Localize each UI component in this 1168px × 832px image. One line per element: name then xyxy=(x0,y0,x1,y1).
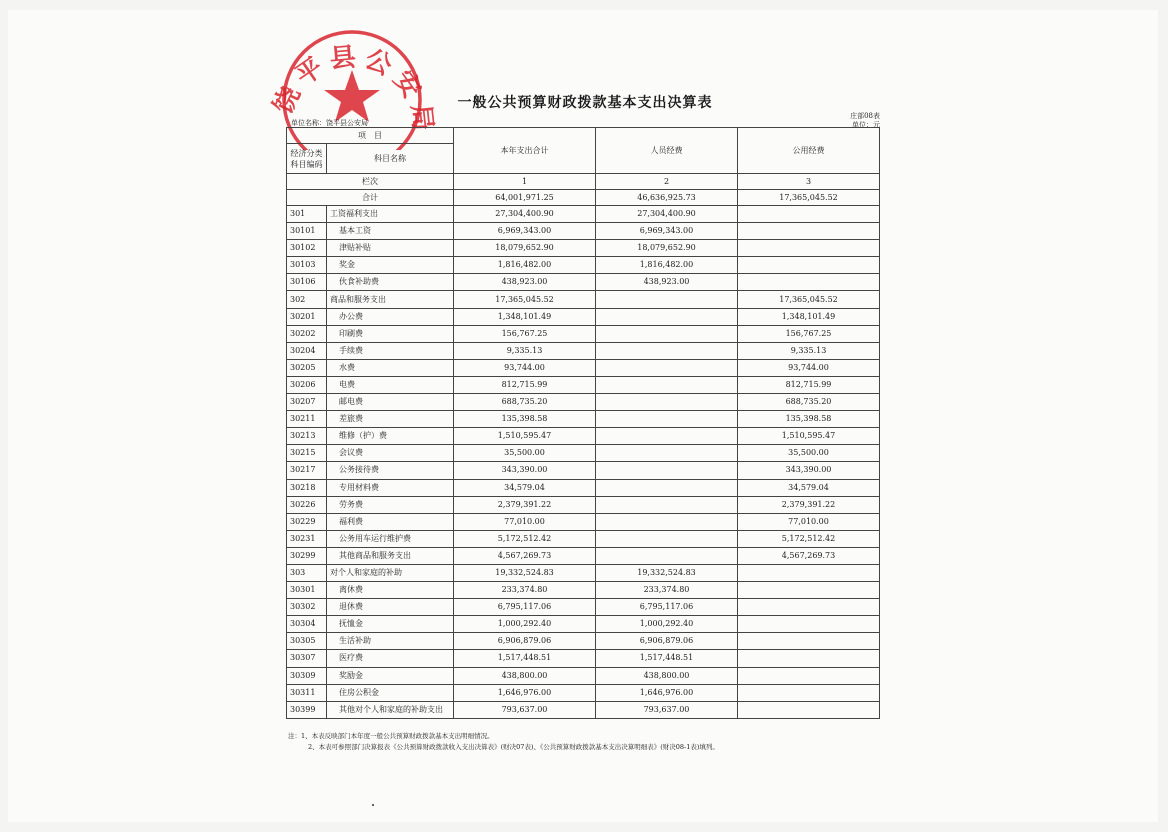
row-total: 34,579.04 xyxy=(454,479,596,496)
row-personnel: 1,000,292.40 xyxy=(596,616,738,633)
row-total: 2,379,391.22 xyxy=(454,496,596,513)
row-name: 印刷费 xyxy=(327,325,454,342)
table-row xyxy=(287,496,880,513)
header-public: 公用经费 xyxy=(738,128,880,174)
row-public xyxy=(738,633,880,650)
header-row-project xyxy=(287,128,880,144)
table-row xyxy=(287,701,880,718)
row-personnel: 19,332,524.83 xyxy=(596,564,738,581)
row-personnel xyxy=(596,308,738,325)
row-personnel xyxy=(596,513,738,530)
table-row xyxy=(287,223,880,240)
row-code: 303 xyxy=(287,564,327,581)
row-code: 30213 xyxy=(287,428,327,445)
row-personnel xyxy=(596,428,738,445)
row-code: 30304 xyxy=(287,616,327,633)
row-name: 邮电费 xyxy=(327,394,454,411)
currency-unit: 单位：元 xyxy=(852,121,880,129)
row-code: 30202 xyxy=(287,325,327,342)
total-personnel: 46,636,925.73 xyxy=(596,190,738,206)
row-public xyxy=(738,564,880,581)
row-name: 伙食补助费 xyxy=(327,274,454,291)
row-total: 6,795,117.06 xyxy=(454,599,596,616)
table-row xyxy=(287,582,880,599)
row-personnel: 18,079,652.90 xyxy=(596,240,738,257)
row-total: 1,510,595.47 xyxy=(454,428,596,445)
row-personnel: 1,816,482.00 xyxy=(596,257,738,274)
row-total: 17,365,045.52 xyxy=(454,291,596,308)
header-project: 项 目 xyxy=(287,128,454,144)
row-name: 劳务费 xyxy=(327,496,454,513)
row-code: 302 xyxy=(287,291,327,308)
table-row xyxy=(287,633,880,650)
row-code: 30102 xyxy=(287,240,327,257)
row-personnel xyxy=(596,462,738,479)
table-row xyxy=(287,206,880,223)
row-public: 34,579.04 xyxy=(738,479,880,496)
row-name: 离休费 xyxy=(327,582,454,599)
row-total: 156,767.25 xyxy=(454,325,596,342)
row-public xyxy=(738,206,880,223)
row-total: 4,567,269.73 xyxy=(454,547,596,564)
table-row xyxy=(287,291,880,308)
column-index-2: 2 xyxy=(596,174,738,190)
row-public xyxy=(738,616,880,633)
footnotes xyxy=(288,731,719,753)
row-name: 电费 xyxy=(327,376,454,393)
row-name: 办公费 xyxy=(327,308,454,325)
row-personnel: 1,517,448.51 xyxy=(596,650,738,667)
row-code: 30305 xyxy=(287,633,327,650)
row-public xyxy=(738,599,880,616)
row-code: 30205 xyxy=(287,359,327,376)
column-index-3: 3 xyxy=(738,174,880,190)
expenditure-table xyxy=(286,127,880,719)
row-personnel: 438,923.00 xyxy=(596,274,738,291)
table-row xyxy=(287,616,880,633)
row-personnel: 6,906,879.06 xyxy=(596,633,738,650)
row-public: 156,767.25 xyxy=(738,325,880,342)
row-code: 30211 xyxy=(287,411,327,428)
table-row xyxy=(287,325,880,342)
table-row xyxy=(287,274,880,291)
row-code: 30101 xyxy=(287,223,327,240)
row-name: 会议费 xyxy=(327,445,454,462)
row-personnel xyxy=(596,479,738,496)
row-public xyxy=(738,240,880,257)
row-name: 抚恤金 xyxy=(327,616,454,633)
row-name: 其他商品和服务支出 xyxy=(327,547,454,564)
row-public: 135,398.58 xyxy=(738,411,880,428)
row-public xyxy=(738,701,880,718)
table-row xyxy=(287,342,880,359)
row-name: 专用材料费 xyxy=(327,479,454,496)
scan-speck xyxy=(372,804,374,806)
table-row xyxy=(287,257,880,274)
row-total: 9,335.13 xyxy=(454,342,596,359)
row-code: 30231 xyxy=(287,530,327,547)
row-public: 17,365,045.52 xyxy=(738,291,880,308)
row-personnel: 793,637.00 xyxy=(596,701,738,718)
row-public xyxy=(738,684,880,701)
row-name: 奖金 xyxy=(327,257,454,274)
total-label: 合计 xyxy=(287,190,454,206)
row-code: 301 xyxy=(287,206,327,223)
row-code: 30301 xyxy=(287,582,327,599)
row-code: 30206 xyxy=(287,376,327,393)
header-personnel: 人员经费 xyxy=(596,128,738,174)
table-row xyxy=(287,530,880,547)
row-personnel: 1,646,976.00 xyxy=(596,684,738,701)
row-code: 30103 xyxy=(287,257,327,274)
row-personnel xyxy=(596,547,738,564)
row-code: 30207 xyxy=(287,394,327,411)
row-code: 30204 xyxy=(287,342,327,359)
row-code: 30311 xyxy=(287,684,327,701)
row-name: 水费 xyxy=(327,359,454,376)
row-code: 30201 xyxy=(287,308,327,325)
row-public xyxy=(738,257,880,274)
row-name: 手续费 xyxy=(327,342,454,359)
table-row xyxy=(287,547,880,564)
row-personnel: 233,374.80 xyxy=(596,582,738,599)
total-row xyxy=(287,190,880,206)
table-row xyxy=(287,684,880,701)
row-code: 30309 xyxy=(287,667,327,684)
header-name: 科目名称 xyxy=(327,144,454,174)
row-total: 19,332,524.83 xyxy=(454,564,596,581)
row-personnel: 6,795,117.06 xyxy=(596,599,738,616)
row-code: 30229 xyxy=(287,513,327,530)
table-row xyxy=(287,599,880,616)
row-public xyxy=(738,274,880,291)
row-name: 对个人和家庭的补助 xyxy=(327,564,454,581)
row-total: 1,348,101.49 xyxy=(454,308,596,325)
row-public xyxy=(738,582,880,599)
row-code: 30302 xyxy=(287,599,327,616)
row-total: 1,816,482.00 xyxy=(454,257,596,274)
document-title: 一般公共预算财政拨款基本支出决算表 xyxy=(457,95,713,111)
row-total: 343,390.00 xyxy=(454,462,596,479)
row-public: 5,172,512.42 xyxy=(738,530,880,547)
row-public xyxy=(738,667,880,684)
column-label: 栏次 xyxy=(287,174,454,190)
row-total: 6,969,343.00 xyxy=(454,223,596,240)
row-public: 4,567,269.73 xyxy=(738,547,880,564)
row-name: 其他对个人和家庭的补助支出 xyxy=(327,701,454,718)
row-public: 812,715.99 xyxy=(738,376,880,393)
header-total: 本年支出合计 xyxy=(454,128,596,174)
table-row xyxy=(287,650,880,667)
column-index-1: 1 xyxy=(454,174,596,190)
row-total: 812,715.99 xyxy=(454,376,596,393)
row-name: 公务接待费 xyxy=(327,462,454,479)
total-amount: 64,001,971.25 xyxy=(454,190,596,206)
table-row xyxy=(287,308,880,325)
unit-name: 单位名称：饶平县公安局 xyxy=(291,119,368,127)
row-personnel xyxy=(596,411,738,428)
table-row xyxy=(287,359,880,376)
table-row xyxy=(287,667,880,684)
row-name: 工资福利支出 xyxy=(327,206,454,223)
row-name: 住房公积金 xyxy=(327,684,454,701)
row-total: 93,744.00 xyxy=(454,359,596,376)
row-total: 1,517,448.51 xyxy=(454,650,596,667)
row-personnel xyxy=(596,325,738,342)
table-row xyxy=(287,513,880,530)
row-public: 1,348,101.49 xyxy=(738,308,880,325)
row-public: 35,500.00 xyxy=(738,445,880,462)
row-public: 1,510,595.47 xyxy=(738,428,880,445)
row-total: 35,500.00 xyxy=(454,445,596,462)
row-personnel: 27,304,400.90 xyxy=(596,206,738,223)
row-total: 233,374.80 xyxy=(454,582,596,599)
row-total: 438,923.00 xyxy=(454,274,596,291)
row-name: 基本工资 xyxy=(327,223,454,240)
row-personnel xyxy=(596,496,738,513)
row-personnel xyxy=(596,342,738,359)
footnote-2: 2、本表可参照部门决算报表《公共预算财政拨款收入支出决算表》(财决07表)、《公共预算财政拨款基本支出决算明细表》(财决08-1表)填列。 xyxy=(308,743,719,751)
svg-text:饶平县公安局: 饶平县公安局 xyxy=(268,41,439,139)
row-code: 30218 xyxy=(287,479,327,496)
row-personnel xyxy=(596,394,738,411)
row-total: 77,010.00 xyxy=(454,513,596,530)
header-code: 经济分类 科目编码 xyxy=(287,144,327,174)
row-public xyxy=(738,650,880,667)
row-public: 93,744.00 xyxy=(738,359,880,376)
row-personnel xyxy=(596,445,738,462)
row-total: 135,398.58 xyxy=(454,411,596,428)
row-personnel: 438,800.00 xyxy=(596,667,738,684)
row-code: 30106 xyxy=(287,274,327,291)
row-personnel xyxy=(596,359,738,376)
row-name: 生活补助 xyxy=(327,633,454,650)
row-public: 343,390.00 xyxy=(738,462,880,479)
row-name: 奖励金 xyxy=(327,667,454,684)
table-row xyxy=(287,564,880,581)
row-personnel xyxy=(596,291,738,308)
row-code: 30399 xyxy=(287,701,327,718)
row-name: 退休费 xyxy=(327,599,454,616)
table-row xyxy=(287,411,880,428)
form-number-code: 庄部08表 xyxy=(850,112,880,120)
row-public: 688,735.20 xyxy=(738,394,880,411)
row-public xyxy=(738,223,880,240)
row-personnel xyxy=(596,376,738,393)
row-public: 2,379,391.22 xyxy=(738,496,880,513)
table-row xyxy=(287,462,880,479)
total-public: 17,365,045.52 xyxy=(738,190,880,206)
row-name: 津贴补贴 xyxy=(327,240,454,257)
row-personnel xyxy=(596,530,738,547)
row-name: 公务用车运行维护费 xyxy=(327,530,454,547)
column-index-row xyxy=(287,174,880,190)
row-code: 30307 xyxy=(287,650,327,667)
table-row xyxy=(287,479,880,496)
table-row xyxy=(287,394,880,411)
row-total: 688,735.20 xyxy=(454,394,596,411)
row-personnel: 6,969,343.00 xyxy=(596,223,738,240)
row-name: 商品和服务支出 xyxy=(327,291,454,308)
row-total: 438,800.00 xyxy=(454,667,596,684)
row-total: 793,637.00 xyxy=(454,701,596,718)
table-row xyxy=(287,428,880,445)
row-code: 30299 xyxy=(287,547,327,564)
row-total: 18,079,652.90 xyxy=(454,240,596,257)
row-total: 5,172,512.42 xyxy=(454,530,596,547)
row-code: 30217 xyxy=(287,462,327,479)
row-name: 医疗费 xyxy=(327,650,454,667)
table-row xyxy=(287,240,880,257)
row-public: 77,010.00 xyxy=(738,513,880,530)
table-row xyxy=(287,445,880,462)
row-total: 27,304,400.90 xyxy=(454,206,596,223)
row-name: 福利费 xyxy=(327,513,454,530)
row-public: 9,335.13 xyxy=(738,342,880,359)
row-code: 30215 xyxy=(287,445,327,462)
row-name: 维修（护）费 xyxy=(327,428,454,445)
row-code: 30226 xyxy=(287,496,327,513)
footnote-1: 注：1、本表反映部门本年度一般公共预算财政拨款基本支出明细情况。 xyxy=(288,732,494,740)
row-name: 差旅费 xyxy=(327,411,454,428)
row-total: 6,906,879.06 xyxy=(454,633,596,650)
table-row xyxy=(287,376,880,393)
row-total: 1,646,976.00 xyxy=(454,684,596,701)
row-total: 1,000,292.40 xyxy=(454,616,596,633)
